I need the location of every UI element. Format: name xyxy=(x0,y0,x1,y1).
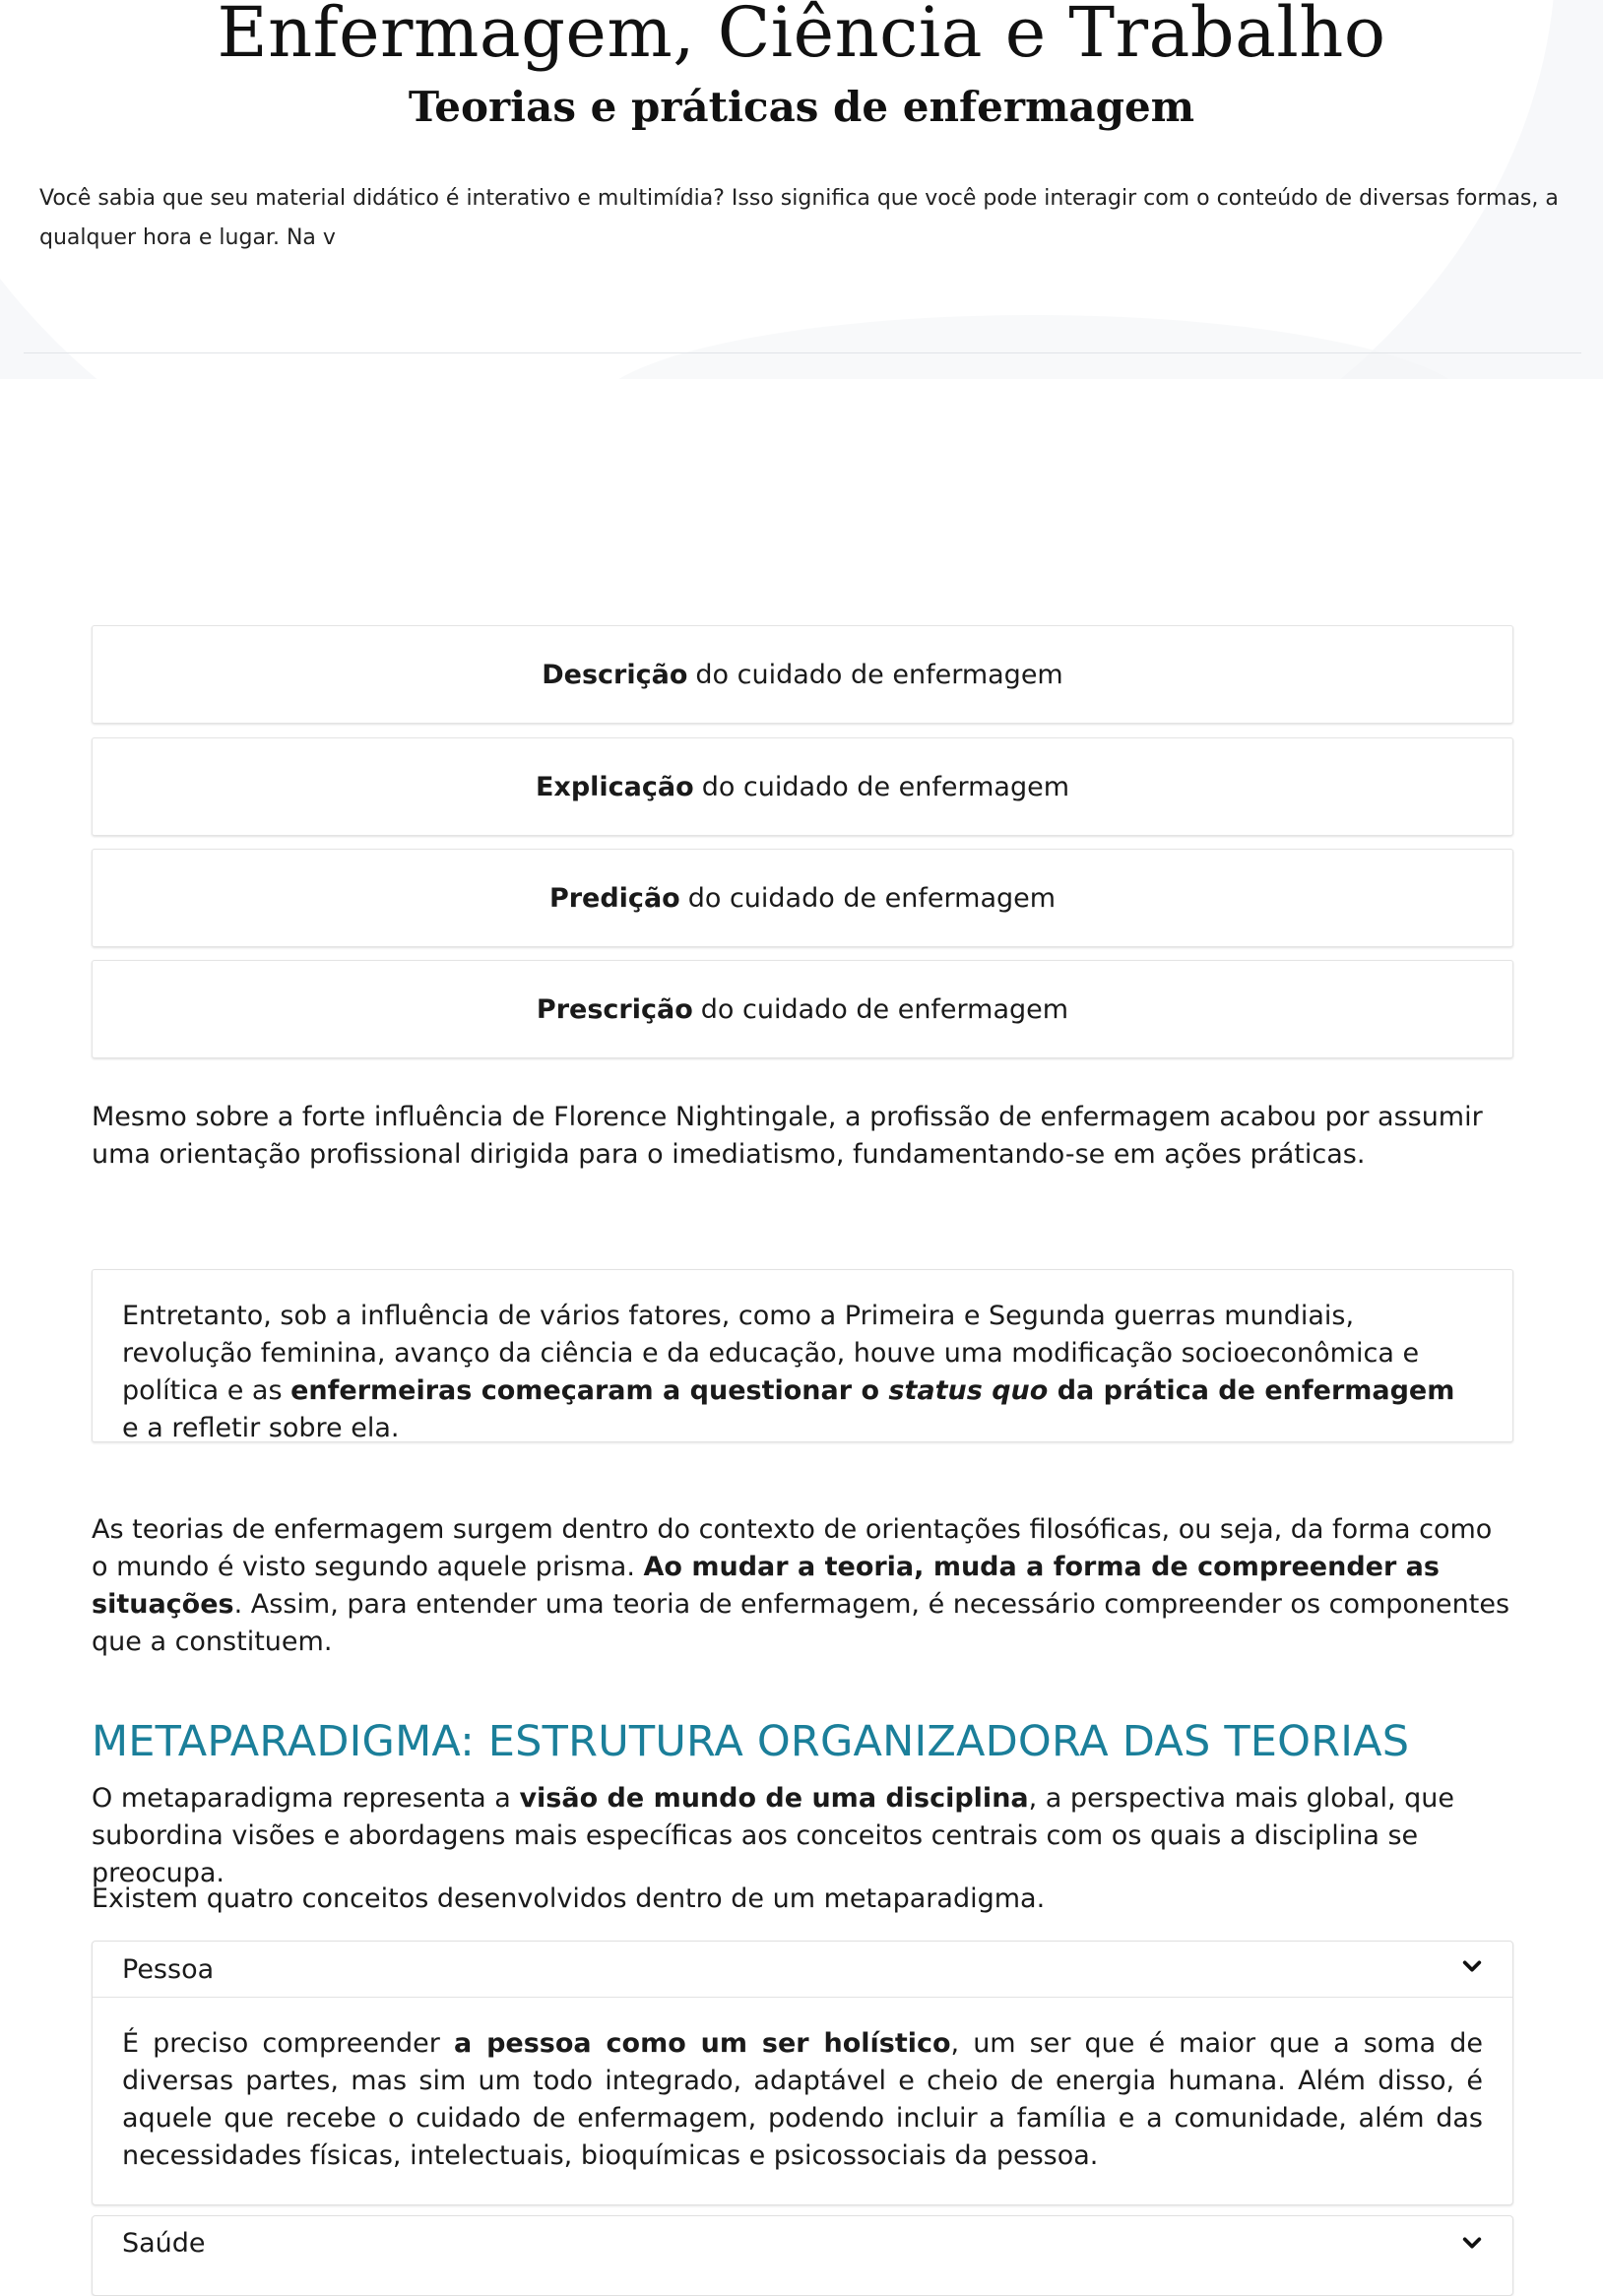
paragraph-teorias xyxy=(92,1511,1513,1661)
intro-text: Você sabia que seu material didático é interativo e multimídia? Isso significa que você pode interagir com o conteúdo de diversas formas, a qualquer hora e lugar. Na v xyxy=(39,186,1559,250)
section-heading: METAPARADIGMA: ESTRUTURA ORGANIZADORA DAS TEORIAS xyxy=(92,1717,1410,1766)
metaparadigma-intro xyxy=(92,1780,1513,1892)
accordion-text-part: , um ser que é maior que a soma de diversas partes, mas sim um todo integrado, adaptável e cheio de energia humana. Além disso, é aquele que recebe o cuidado de enfermagem, podendo incluir a família e a comunidade, além das necessidades físicas, intelectuais, bioquímicas e psicossociais da pessoa. xyxy=(122,2028,1483,2171)
callout-italic-text: status quo xyxy=(888,1375,1049,1406)
card-bold-label: Descrição xyxy=(542,659,688,690)
accordion-body-text xyxy=(122,2025,1483,2175)
paragraph-text-part: , a perspectiva mais global, que subordina visões e abordagens mais específicas aos conceitos centrais com os quais a disciplina se preocupa. xyxy=(92,1783,1455,1888)
card-label: do cuidado de enfermagem xyxy=(701,771,1070,802)
card-bold-label: Explicação xyxy=(535,771,694,802)
card-label: do cuidado de enfermagem xyxy=(687,882,1057,914)
chevron-down-icon[interactable] xyxy=(1461,2232,1483,2254)
card-descricao[interactable] xyxy=(92,625,1513,724)
accordion-pessoa xyxy=(92,1941,1513,2205)
chevron-down-icon[interactable] xyxy=(1461,1955,1483,1977)
accordion-bold-text: a pessoa como um ser holístico xyxy=(453,2028,951,2059)
callout-text-part: e a refletir sobre ela. xyxy=(122,1413,400,1443)
accordion-header-pessoa[interactable] xyxy=(93,1942,1512,1998)
accordion-title: Saúde xyxy=(122,2228,206,2259)
accordion-text-part: É preciso compreender xyxy=(122,2028,454,2059)
callout-box xyxy=(92,1269,1513,1442)
paragraph-text-part: . Assim, para entender uma teoria de enfermagem, é necessário compreender os componentes que a constituem. xyxy=(92,1589,1510,1657)
card-explicacao[interactable] xyxy=(92,737,1513,836)
callout-text-part: Entretanto, sob a influência de vários fatores, como a Primeira e Segunda guerras mundiais, revolução feminina, avanço da ciência e da educação, houve uma modificação socioeconômica e política e as xyxy=(122,1301,1420,1406)
page-title: Enfermagem, Ciência e Trabalho xyxy=(217,0,1386,73)
page-subtitle: Teorias e práticas de enfermagem xyxy=(408,83,1195,131)
accordion-body-pessoa xyxy=(93,1998,1512,2204)
paragraph-text-part: As teorias de enfermagem surgem dentro do contexto de orientações filosóficas, ou seja, da forma como o mundo é visto segundo aquele prisma. xyxy=(92,1514,1493,1582)
card-label: do cuidado de enfermagem xyxy=(695,659,1063,690)
callout-text xyxy=(122,1298,1461,1447)
paragraph-bold-text: visão de mundo de uma disciplina xyxy=(519,1783,1029,1814)
card-predicao[interactable] xyxy=(92,849,1513,947)
accordion-title: Pessoa xyxy=(122,1953,215,1985)
card-bold-label: Predição xyxy=(548,882,680,914)
hero-header xyxy=(0,0,1603,379)
card-label: do cuidado de enfermagem xyxy=(700,993,1069,1025)
concepts-intro: Existem quatro conceitos desenvolvidos dentro de um metaparadigma. xyxy=(92,1883,1046,1914)
callout-bold-text: enfermeiras começaram a questionar o xyxy=(290,1375,889,1406)
paragraph-florence: Mesmo sobre a forte influência de Florence Nightingale, a profissão de enfermagem acabou por assumir uma orientação profissional dirigida para o imediatismo, fundamentando-se em ações práticas. xyxy=(92,1102,1483,1170)
card-bold-label: Prescrição xyxy=(536,993,693,1025)
accordion-header-saude[interactable] xyxy=(93,2216,1512,2295)
hero-divider xyxy=(24,352,1581,353)
accordion-saude xyxy=(92,2215,1513,2296)
callout-bold-text: da prática de enfermagem xyxy=(1048,1375,1455,1406)
paragraph-text-part: O metaparadigma representa a xyxy=(92,1783,520,1814)
card-prescricao[interactable] xyxy=(92,960,1513,1058)
paragraph-bold-text: Ao mudar a teoria, muda a forma de compreender as situações xyxy=(92,1552,1440,1620)
